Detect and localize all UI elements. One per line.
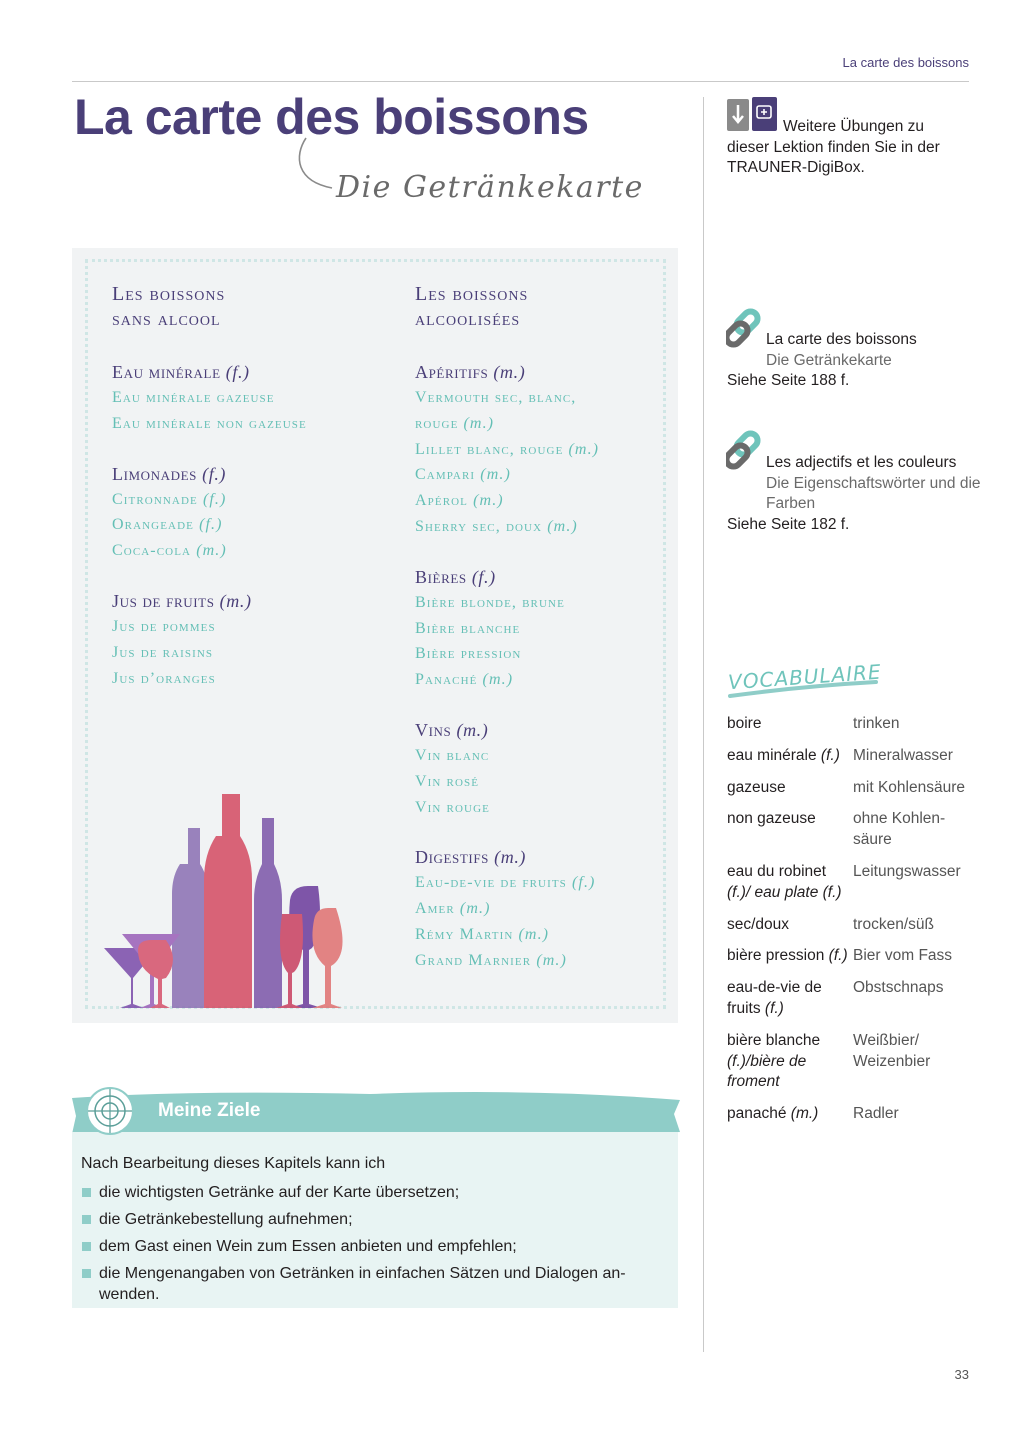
reference-page-link[interactable]: Siehe Seite 182 f. [727,516,850,533]
vocab-german: Mineralwasser [853,746,953,764]
menu-item: Citronnade (f.) [112,490,227,508]
vocab-row [727,915,977,947]
vocab-french: non gazeuse [727,810,816,828]
page-title: La carte des boissons [74,89,589,145]
reference-subtitle: Die Getränkekarte [766,351,892,369]
menu-item: Vin blanc [415,746,490,764]
menu-item: Orangeade (f.) [112,516,223,534]
menu-group-title: Jus de fruits (m.) [112,590,252,611]
menu-item: Sherry sec, doux (m.) [415,517,578,535]
menu-item: Bière blanche [415,619,521,637]
vocab-french: panaché (m.) [727,1105,819,1123]
menu-group [415,844,655,973]
vocab-french: bière pression (f.) [727,947,848,965]
vocab-french: boire [727,715,762,732]
goals-list [81,1182,661,1311]
vocab-german: trocken/süß [853,915,934,933]
vocabulary-heading [724,652,884,702]
menu-group-title: Bières (f.) [415,566,496,587]
menu-group [112,588,382,691]
menu-item: Lillet blanc, rouge (m.) [415,440,600,458]
reference-title: Les adjectifs et les couleurs [766,454,957,471]
menu-group-title: Digestifs (m.) [415,847,527,868]
cross-reference-2 [766,453,981,515]
target-icon [85,1086,135,1136]
column-heading: Les boissons sans alcool [112,283,226,330]
link-icon[interactable] [726,308,768,348]
menu-item: Bière blonde, brune [415,593,565,611]
vocab-row [727,809,977,862]
vocab-german: mit Kohlensäure [853,778,966,796]
menu-group-title: Eau minérale (f.) [112,362,250,382]
list-item: die Getränkebestellung aufnehmen; [81,1209,661,1230]
menu-item: Panaché (m.) [415,671,514,689]
sidebar-divider [703,97,704,1352]
menu-group [112,461,382,564]
vocab-french: sec/doux [727,915,790,933]
vocab-french: eau du robinet (f.)/ eau plate (f.) [727,862,842,901]
svg-text:VOCABULAIRE: VOCABULAIRE [727,659,883,695]
menu-group [415,717,655,820]
menu-item: Grand Marnier (m.) [415,951,567,969]
vocab-row [727,778,977,810]
menu-item: Jus de raisins [112,643,214,661]
menu-group [112,359,382,437]
menu-groups [112,359,382,691]
menu-group [415,564,655,693]
bottles-glasses-illustration [100,790,350,1012]
vocab-row [727,714,977,746]
menu-group [415,359,655,540]
menu-item: Jus d’oranges [112,669,216,687]
vocab-row [727,978,977,1031]
menu-item: Apérol (m.) [415,492,504,510]
menu-groups [415,359,655,974]
digibox-note: Weitere Übungen zu dieser Lektion finden Sie in der TRAUNER-DigiBox. [727,118,940,176]
goals-title: Meine Ziele [158,1100,261,1121]
vocab-german: Leitungswasser [853,862,961,880]
goals-intro: Nach Bearbeitung dieses Kapitels kann ich [81,1155,386,1172]
vocab-german: Radler [853,1105,899,1123]
header-rule [72,81,969,82]
menu-column-alcoholic [415,282,655,998]
menu-group-title: Apéritifs (m.) [415,362,526,382]
menu-item: Rémy Martin (m.) [415,925,550,943]
menu-item: Vermouth sec, blanc, [415,389,577,406]
menu-item: Vin rosé [415,772,480,790]
vocabulary-table [727,714,977,1136]
menu-item: Coca-cola (m.) [112,542,227,560]
list-item: dem Gast einen Wein zum Essen anbieten und empfehlen; [81,1236,661,1257]
menu-item: Bière pression [415,645,522,663]
menu-item: rouge (m.) [415,414,495,432]
vocab-french: bière blanche (f.)/bière de froment [727,1031,821,1091]
menu-item: Eau minérale non gazeuse [112,414,307,432]
menu-group-title: Vins (m.) [415,719,489,740]
page-subtitle: Die Getränkekarte [336,170,644,205]
reference-page-link[interactable]: Siehe Seite 188 f. [727,372,850,389]
vocab-german: ohne Kohlen-säure [853,810,946,849]
vocab-german: trinken [853,715,900,732]
menu-item: Eau minérale gazeuse [112,389,275,406]
vocab-german: Bier vom Fass [853,947,953,965]
reference-subtitle: Die Eigenschaftswörter und die Farben [766,474,981,512]
column-heading: Les boissons alcoolisées [415,283,529,330]
vocab-row [727,1104,977,1136]
link-icon[interactable] [726,430,768,470]
menu-item: Campari (m.) [415,466,511,484]
reference-title: La carte des boissons [766,331,917,348]
menu-item: Vin rouge [415,798,490,816]
page-number: 33 [954,1367,969,1382]
menu-column-non-alcoholic [112,282,382,715]
vocab-row [727,862,977,915]
list-item: die wichtigsten Getränke auf der Karte übersetzen; [81,1182,661,1203]
vocab-french: gazeuse [727,778,786,796]
menu-item: Jus de pommes [112,617,216,635]
menu-item: Amer (m.) [415,900,491,918]
vocab-row [727,746,977,778]
cross-reference-1 [766,330,981,371]
title-hook-decoration [292,136,342,196]
vocab-row [727,1031,977,1104]
vocab-german: Weißbier/ Weizenbier [853,1031,931,1070]
vocab-french: eau minérale (f.) [727,746,840,764]
vocab-german: Obstschnaps [853,979,944,997]
menu-item: Eau-de-vie de fruits (f.) [415,874,596,892]
vocab-french: eau-de-vie de fruits (f.) [727,979,822,1017]
list-item: die Mengenangaben von Getränken in einfachen Sätzen und Dialogen an-wenden. [81,1263,661,1305]
running-header: La carte des boissons [842,55,969,70]
menu-group-title: Limonades (f.) [112,463,227,484]
vocab-row [727,946,977,978]
